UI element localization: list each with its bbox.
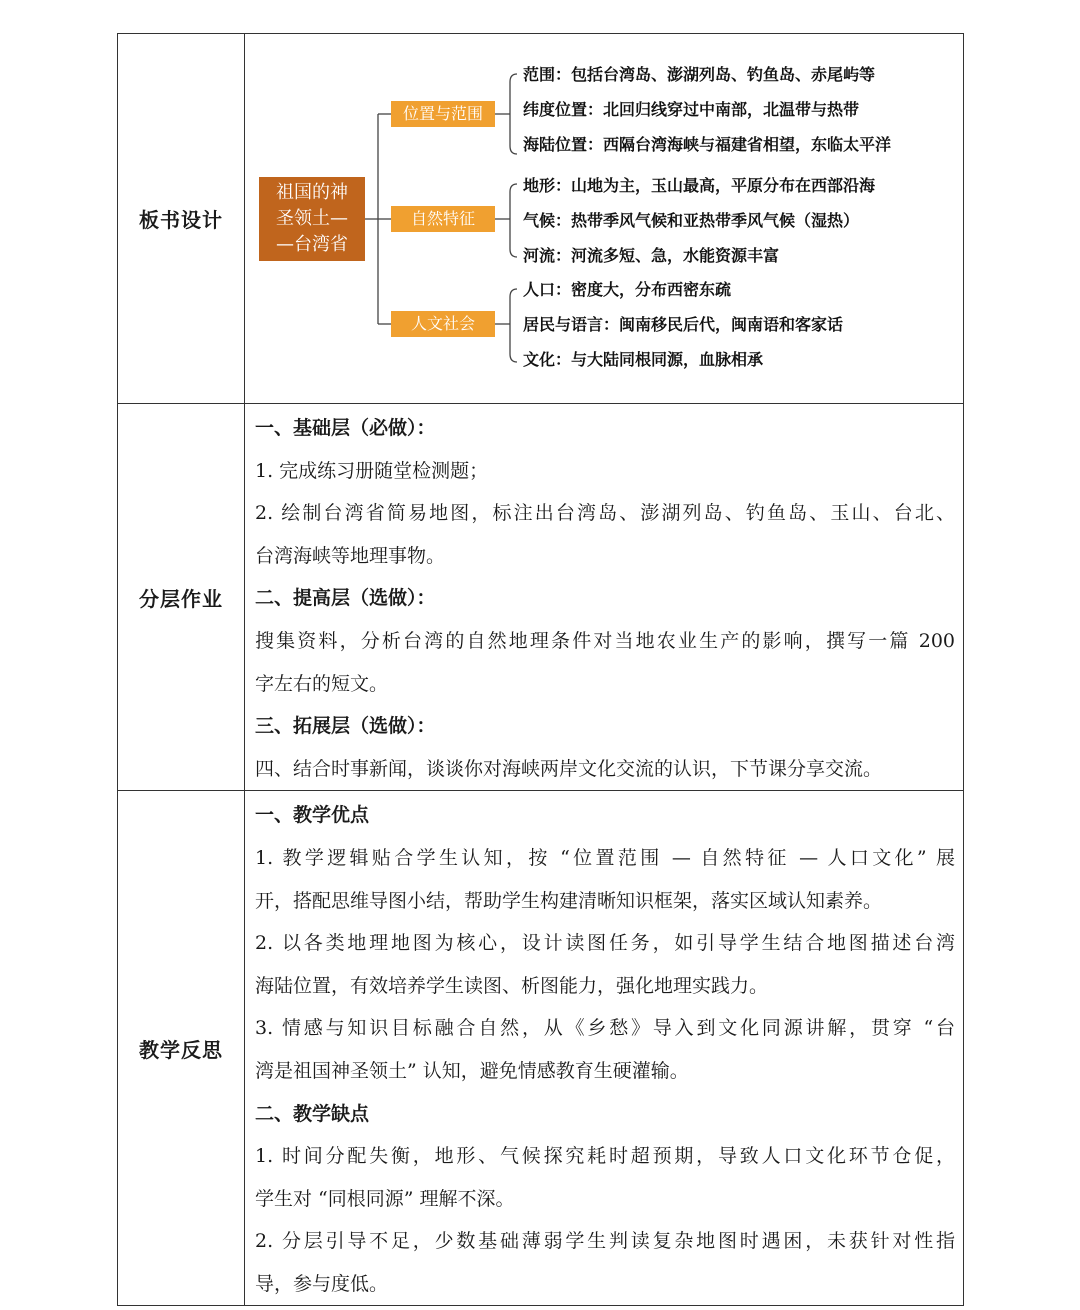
reflection-row	[118, 791, 964, 1306]
mind-map	[245, 34, 964, 403]
leaf-item: 人口：密度大，分布西密东疏	[523, 280, 732, 299]
text-line: 开，搭配思维导图小结，帮助学生构建清晰知识框架，落实区域认知素养。	[255, 889, 883, 912]
leaf-item: 海陆位置：西隔台湾海峡与福建省相望，东临太平洋	[523, 135, 892, 154]
root-line: —台湾省	[276, 234, 348, 255]
text-line: 1. 教学逻辑贴合学生认知，按 “位置范围 — 自然特征 — 人口文化” 展	[255, 846, 955, 869]
reflection-content	[245, 791, 964, 1306]
root-line: 圣领土—	[276, 208, 348, 229]
text-line: 1. 时间分配失衡，地形、气候探究耗时超预期，导致人口文化环节仓促，	[255, 1145, 955, 1168]
section-heading: 三、拓展层（选做）：	[255, 715, 436, 738]
leaf-item: 地形：山地为主，玉山最高，平原分布在西部沿海	[523, 176, 876, 195]
branch-society: 人文社会	[391, 311, 495, 337]
homework-content	[245, 404, 964, 791]
leaf-item: 河流：河流多短、急，水能资源丰富	[523, 246, 780, 265]
text-line: 湾是祖国神圣领土” 认知，避免情感教育生硬灌输。	[255, 1059, 689, 1082]
text-line: 2. 绘制台湾省简易地图，标注出台湾岛、澎湖列岛、钓鱼岛、玉山、台北、	[255, 502, 955, 525]
text-line: 四、结合时事新闻，谈谈你对海峡两岸文化交流的认识，下节课分享交流。	[255, 757, 883, 780]
text-line: 1. 完成练习册随堂检测题；	[255, 459, 489, 482]
leaf-item: 居民与语言：闽南移民后代，闽南语和客家话	[523, 315, 844, 334]
section-heading: 二、教学缺点	[255, 1102, 370, 1125]
section-heading: 二、提高层（选做）：	[255, 587, 436, 610]
board-design-row	[118, 34, 964, 404]
leaf-item: 文化：与大陆同根同源，血脉相承	[523, 350, 764, 369]
text-line: 2. 以各类地理地图为核心，设计读图任务，如引导学生结合地图描述台湾	[255, 932, 955, 955]
lesson-table	[117, 33, 964, 1306]
section-heading: 一、基础层（必做）：	[255, 417, 436, 439]
row-label: 教学反思	[118, 791, 245, 1306]
leaf-item: 范围：包括台湾岛、澎湖列岛、钓鱼岛、赤尾屿等	[523, 65, 876, 84]
branch-location: 位置与范围	[391, 101, 495, 127]
root-line: 祖国的神	[276, 182, 348, 203]
leaf-item: 纬度位置：北回归线穿过中南部，北温带与热带	[523, 100, 860, 119]
text-line: 3. 情感与知识目标融合自然，从《乡愁》导入到文化同源讲解，贯穿 “台	[255, 1017, 955, 1040]
text-line: 台湾海峡等地理事物。	[255, 544, 446, 567]
text-line: 导，参与度低。	[255, 1272, 389, 1295]
branch-nature: 自然特征	[391, 206, 495, 232]
mindmap-cell	[245, 34, 964, 404]
text-line: 搜集资料，分析台湾的自然地理条件对当地农业生产的影响，撰写一篇 200	[255, 629, 955, 652]
text-line: 海陆位置，有效培养学生读图、析图能力，强化地理实践力。	[255, 974, 769, 997]
text-line: 字左右的短文。	[255, 672, 389, 695]
leaf-item: 气候：热带季风气候和亚热带季风气候（湿热）	[523, 211, 860, 230]
row-label: 分层作业	[118, 404, 245, 791]
text-line: 学生对 “同根同源” 理解不深。	[255, 1187, 515, 1210]
mind-map-root	[259, 177, 365, 261]
homework-row	[118, 404, 964, 791]
row-label: 板书设计	[118, 34, 245, 404]
section-heading: 一、教学优点	[255, 804, 370, 827]
text-line: 2. 分层引导不足，少数基础薄弱学生判读复杂地图时遇困，未获针对性指	[255, 1230, 955, 1253]
